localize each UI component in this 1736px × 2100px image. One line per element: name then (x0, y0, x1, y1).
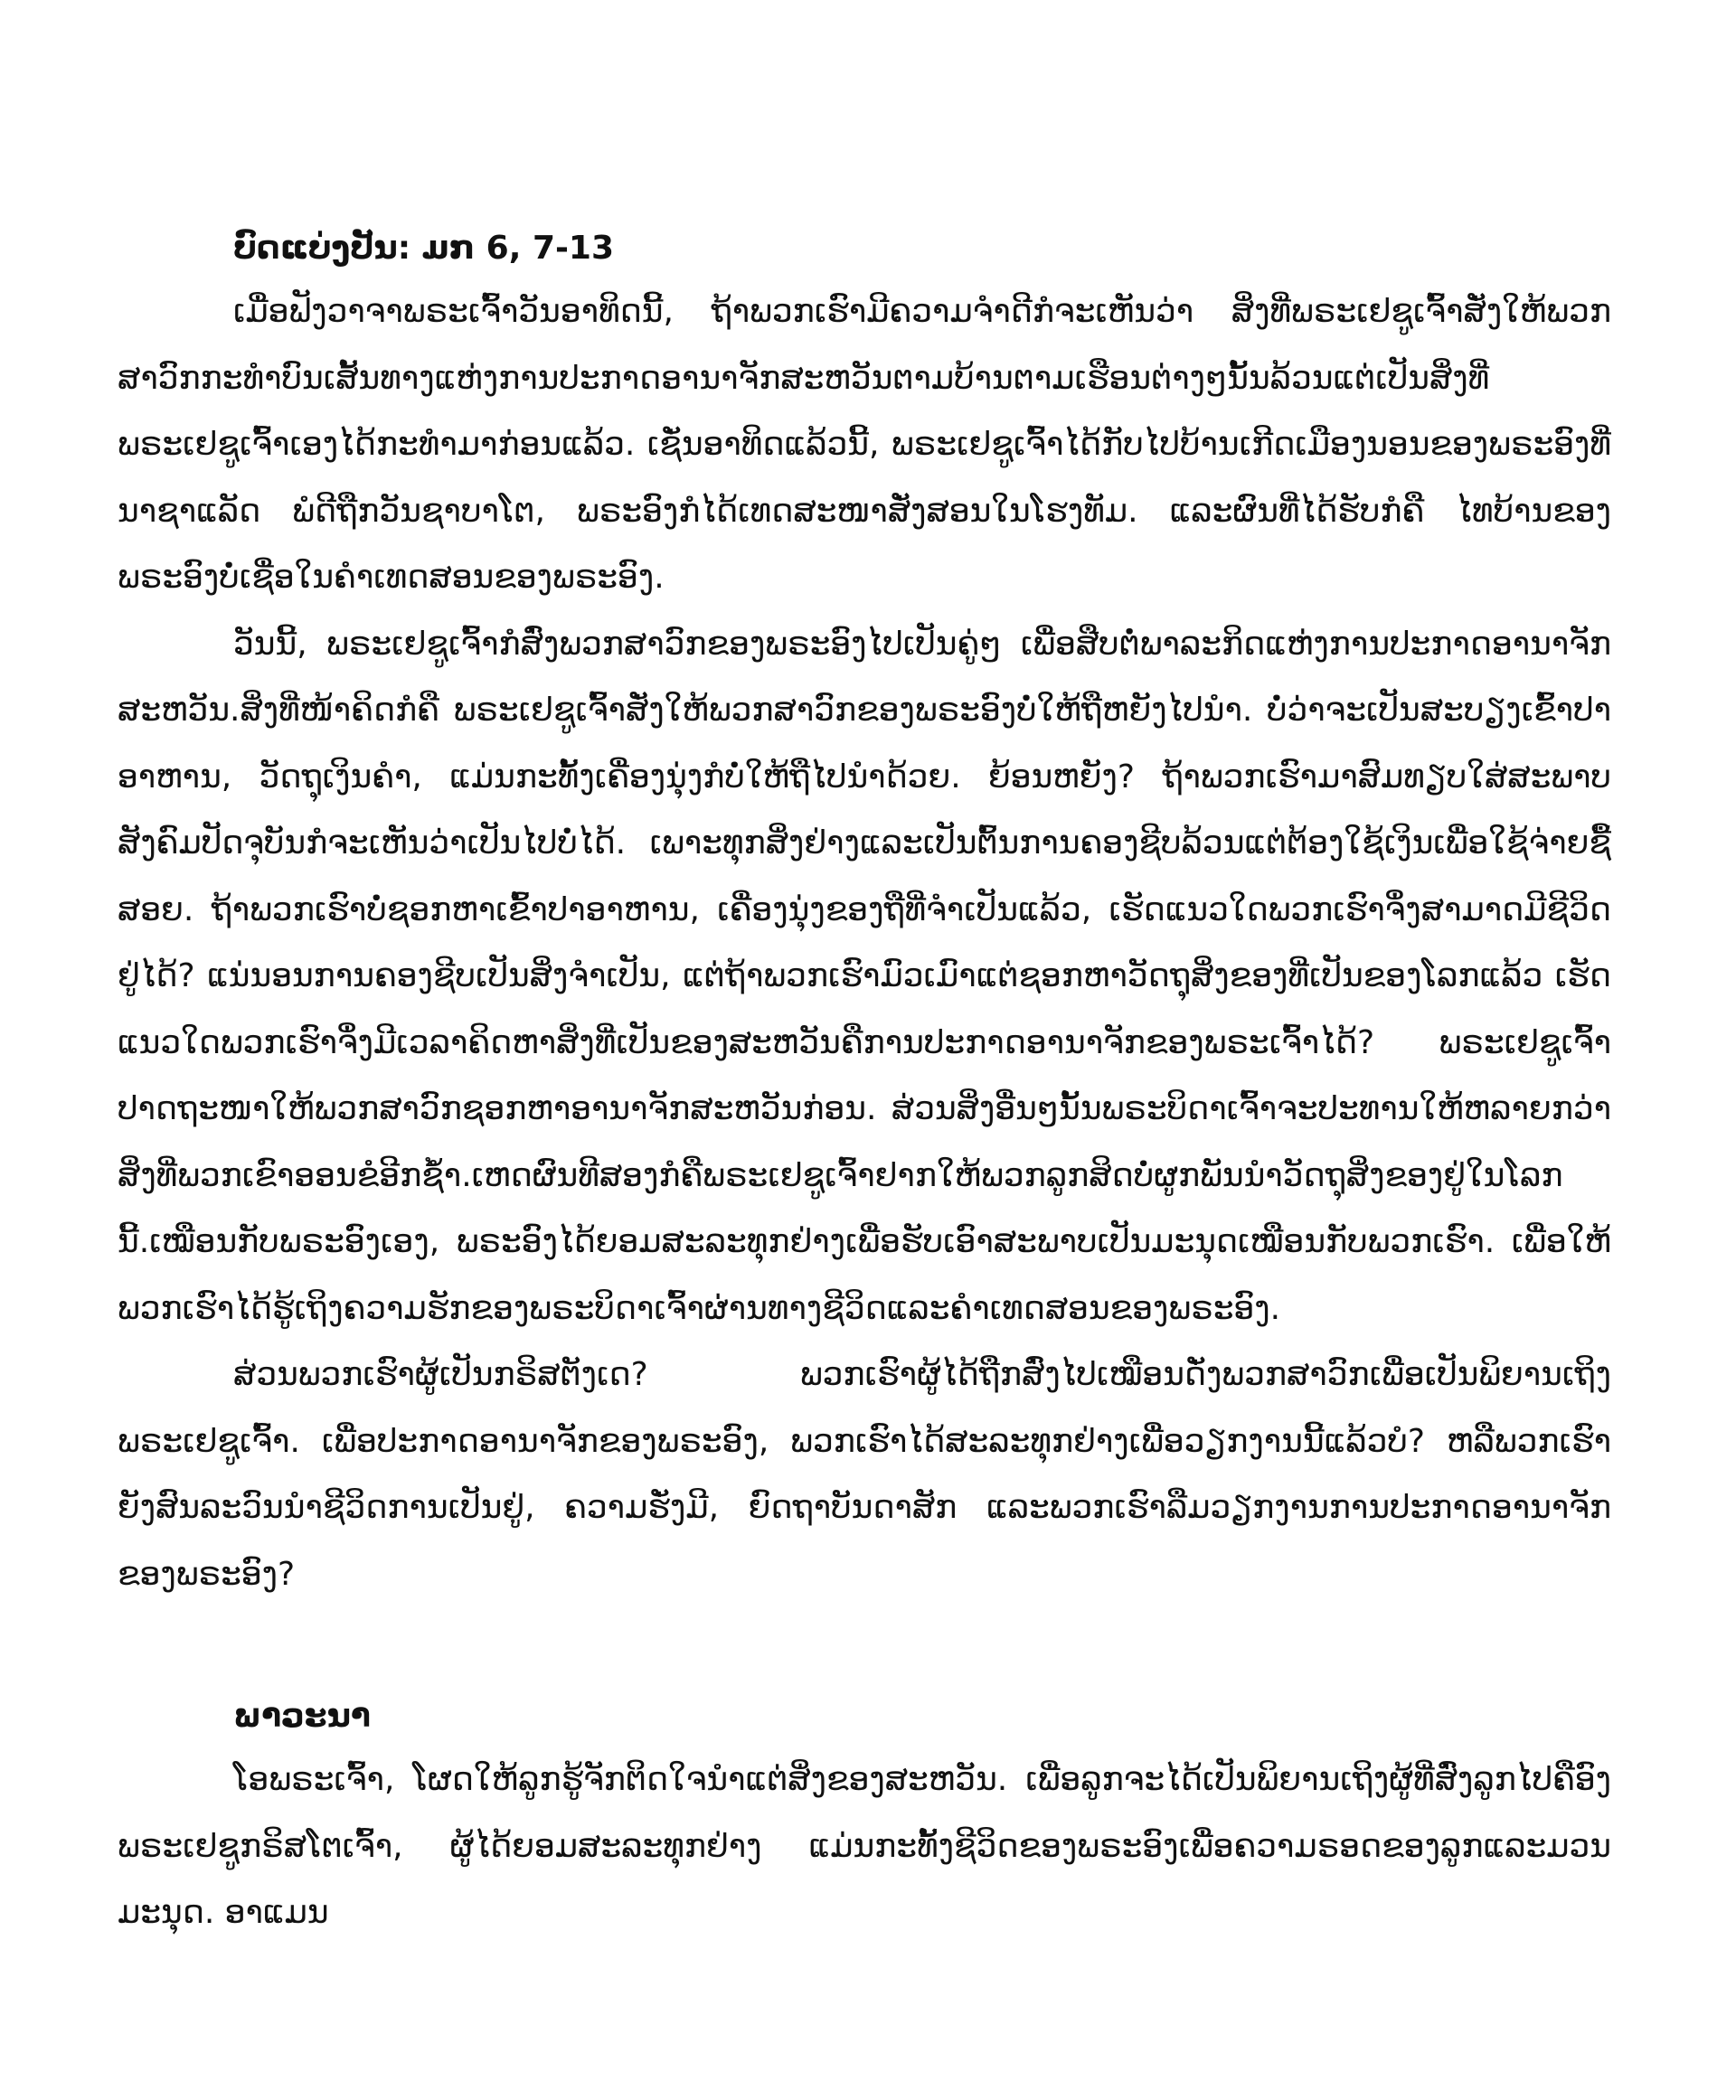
prayer-section (118, 1694, 1611, 1946)
reflection-section (118, 226, 1611, 1607)
reflection-heading: ບົດແບ່ງປັນ: ມກ 6, 7-13 (233, 230, 615, 267)
prayer-paragraph: ໂອພຣະເຈົ້າ, ໂຜດໃຫ້ລູກຮູ້ຈັກຕິດໃຈນຳແຕ່ສິ່ງຂອງສະຫວັນ. ເພື່ອລູກຈະໄດ້ເປັນພິຍານເຖິງຜູ້ທີ່ສົ່ງລູກໄປຄືອົງພຣະເຢຊູກຣິສໂຕເຈົ້າ, ຜູ້ໄດ້ຍອມສະລະທຸກຢ່າງ ແມ່ນກະທັ້ງຊີວິດຂອງພຣະອົງເພື່ອຄວາມຣອດຂອງລູກແລະມວນມະນຸດ. ອາແມນ (118, 1761, 1611, 1931)
reflection-paragraph-2: ວັນນີ້, ພຣະເຢຊູເຈົ້າກໍສົ່ງພວກສາວົກຂອງພຣະອົງໄປເປັນຄູ່ໆ ເພື່ອສືບຕໍ່ພາລະກິດແຫ່ງການປະກາດອານາຈັກສະຫວັນ.ສິ່ງທີ່ໜ້າຄິດກໍຄື ພຣະເຢຊູເຈົ້າສັ່ງໃຫ້ພວກສາວົກຂອງພຣະອົງບໍ່ໃຫ້ຖືຫຍັງໄປນຳ. ບໍ່ວ່າຈະເປັນສະບຽງເຂົ້າປາອາຫານ, ວັດຖຸເງິນຄຳ, ແມ່ນກະທັ້ງເຄື່ອງນຸ່ງກໍບໍ່ໃຫ້ຖືໄປນຳດ້ວຍ. ຍ້ອນຫຍັງ? ຖ້າພວກເຮົາມາສົມທຽບໃສ່ສະພາບສັງຄົມປັດຈຸບັນກໍຈະເຫັນວ່າເປັນໄປບໍ່ໄດ້. ເພາະທຸກສິ່ງຢ່າງແລະເປັນຕົ້ນການຄອງຊີບລ້ວນແຕ່ຕ້ອງໃຊ້ເງິນເພື່ອໃຊ້ຈ່າຍຊື້ສອຍ. ຖ້າພວກເຮົາບໍ່ຊອກຫາເຂົ້າປາອາຫານ, ເຄື່ອງນຸ່ງຂອງຖືທີ່ຈຳເປັນແລ້ວ, ເຮັດແນວໃດພວກເຮົາຈຶ່ງສາມາດມີຊີວິດຢູ່ໄດ້? ແນ່ນອນການຄອງຊີບເປັນສິ່ງຈຳເປັນ, ແຕ່ຖ້າພວກເຮົາມົວເມົາແຕ່ຊອກຫາວັດຖຸສິ່ງຂອງທີ່ເປັນຂອງໂລກແລ້ວ ເຮັດແນວໃດພວກເຮົາຈຶ່ງມີເວລາຄິດຫາສິ່ງທີ່ເປັນຂອງສະຫວັນຄືການປະກາດອານາຈັກຂອງພຣະເຈົ້າໄດ້? ພຣະເຢຊູເຈົ້າປາດຖະໜາໃຫ້ພວກສາວົກຊອກຫາອານາຈັກສະຫວັນກ່ອນ. ສ່ວນສິ່ງອື່ນໆນັ້ນພຣະບິດາເຈົ້າຈະປະທານໃຫ້ຫລາຍກວ່າສິ່ງທີ່ພວກເຂົາອອນຂໍອີກຊ້ຳ.ເຫດຜົນທີສອງກໍຄືພຣະເຢຊູເຈົ້າຢາກໃຫ້ພວກລູກສິດບໍ່ຜູກພັນນຳວັດຖຸສິ່ງຂອງຢູ່ໃນໂລກນີ້.ເໝືອນກັບພຣະອົງເອງ, ພຣະອົງໄດ້ຍອມສະລະທຸກຢ່າງເພື່ອຮັບເອົາສະພາບເປັນມະນຸດເໝືອນກັບພວກເຮົາ. ເພື່ອໃຫ້ພວກເຮົາໄດ້ຮູ້ເຖິງຄວາມຮັກຂອງພຣະບິດາເຈົ້າຜ່ານທາງຊີວິດແລະຄຳເທດສອນຂອງພຣະອົງ. (118, 625, 1611, 1327)
reflection-paragraph-1: ເມື່ອຟັງວາຈາພຣະເຈົ້າວັນອາທິດນີ້, ຖ້າພວກເຮົາມີຄວາມຈຳດີກໍຈະເຫັນວ່າ ສິ່ງທີ່ພຣະເຢຊູເຈົ້າສັ່ງໃຫ້ພວກສາວົກກະທຳບົນເສັ້ນທາງແຫ່ງການປະກາດອານາຈັກສະຫວັນຕາມບ້ານຕາມເຮືອນຕ່າງໆນັ້ນລ້ວນແຕ່ເປັນສິ່ງທີ່ພຣະເຢຊູເຈົ້າເອງໄດ້ກະທຳມາກ່ອນແລ້ວ. ເຊັ່ນອາທິດແລ້ວນີ້, ພຣະເຢຊູເຈົ້າໄດ້ກັບໄປບ້ານເກີດເມືອງນອນຂອງພຣະອົງທີ່ນາຊາແລັດ ພໍດີຖືກວັນຊາບາໂຕ, ພຣະອົງກໍໄດ້ເທດສະໜາສັ່ງສອນໃນໂຮງທັມ. ແລະຜົນທີ່ໄດ້ຮັບກໍຄື ໄທບ້ານຂອງພຣະອົງບໍ່ເຊື່ອໃນຄຳເທດສອນຂອງພຣະອົງ. (118, 293, 1611, 596)
document-page (118, 226, 1611, 1946)
prayer-heading: ພາວະນາ (233, 1698, 371, 1735)
reflection-paragraph-3: ສ່ວນພວກເຮົາຜູ້ເປັນກຣິສຕັງເດ? ພວກເຮົາຜູ້ໄດ້ຖືກສົ່ງໄປເໝືອນດັ່ງພວກສາວົກເພື່ອເປັນພິຍານເຖິງພຣະເຢຊູເຈົ້າ. ເພື່ອປະກາດອານາຈັກຂອງພຣະອົງ, ພວກເຮົາໄດ້ສະລະທຸກຢ່າງເພື່ອວຽກງານນີ້ແລ້ວບໍ? ຫລືພວກເຮົາຍັງສົນລະວົນນຳຊີວິດການເປັນຢູ່, ຄວາມຮັ່ງມີ, ຍົດຖາບັນດາສັກ ແລະພວກເຮົາລືມວຽກງານການປະກາດອານາຈັກຂອງພຣະອົງ? (118, 1356, 1611, 1593)
